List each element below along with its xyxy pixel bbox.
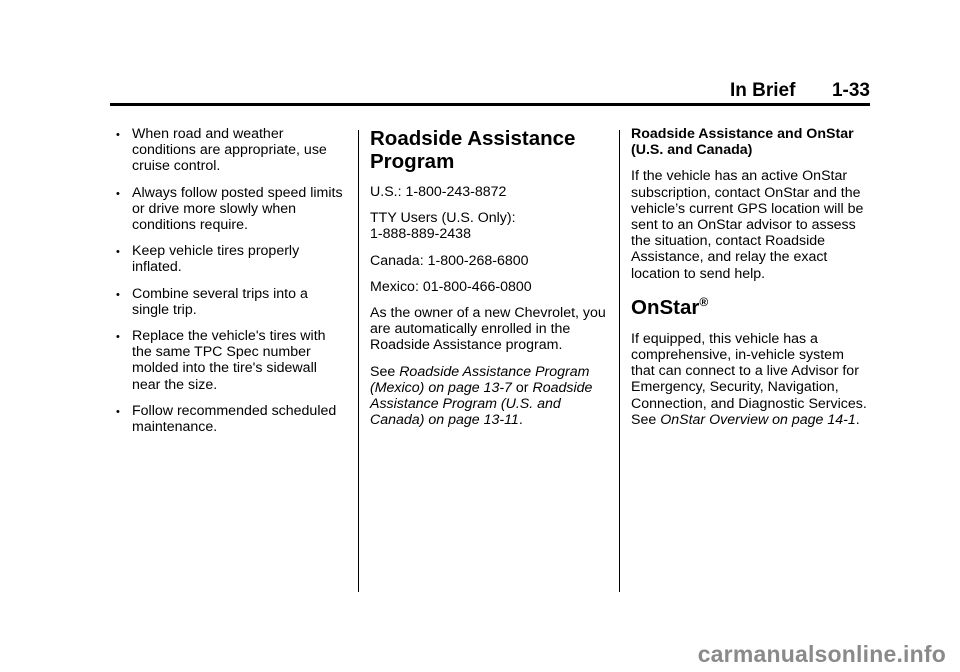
column-middle — [370, 126, 608, 438]
column-right — [631, 126, 871, 438]
ref-onstar-link[interactable]: OnStar Overview on page 14-1 — [660, 411, 856, 428]
owner-text: As the owner of a new Chevrolet, you are automatically enrolled in the Roadside Assistance program. — [370, 305, 606, 354]
watermark: carmanualsonline.info — [697, 641, 946, 667]
bullet-icon: • — [116, 129, 120, 141]
ref-us-canada-link[interactable]: Roadside Assistance Program (U.S. and Canada) on page 13-11 — [370, 379, 593, 429]
bullet-icon: • — [116, 405, 120, 418]
column-divider-2 — [619, 130, 620, 592]
list-item: • Always follow posted speed limits or drive more slowly when conditions require. — [116, 184, 343, 234]
onstar-heading: OnStar® — [631, 294, 709, 319]
list-item: • Keep vehicle tires properly inflated. — [116, 243, 300, 276]
bullet-icon: • — [116, 187, 120, 200]
page-number: 1-33 — [831, 80, 870, 101]
list-item: • Follow recommended scheduled maintenance. — [116, 402, 337, 436]
tips-list — [113, 126, 345, 435]
list-item: • When road and weather conditions are appropriate, use cruise control. — [116, 126, 327, 175]
header-rule — [110, 103, 870, 106]
column-divider-1 — [358, 130, 359, 592]
section-title: In Brief — [730, 80, 796, 101]
onstar-text: If equipped, this vehicle has a comprehensive, in-vehicle system that can connect to a live Advisor for Emergency, Security, Navigation, Connection, and Diagnostic Services. See OnStar Overview on page 14-1. — [631, 330, 867, 428]
ref-mexico-link[interactable]: Roadside Assistance Program (Mexico) on page 13-7 — [370, 363, 590, 396]
roadside-onstar-subheading: Roadside Assistance and OnStar (U.S. and Canada) — [631, 126, 854, 159]
tty-phone: TTY Users (U.S. Only): 1-888-889-2438 — [370, 210, 516, 243]
see-references: See Roadside Assistance Program (Mexico) on page 13-7 or Roadside Assistance Program (U.S. and Canada) on page 13-11. — [370, 363, 593, 429]
bullet-icon: • — [116, 288, 120, 301]
registered-mark: ® — [699, 294, 709, 309]
us-phone: U.S.: 1-800-243-8872 — [370, 184, 507, 200]
mexico-phone: Mexico: 01-800-466-0800 — [370, 278, 532, 295]
roadside-onstar-text: If the vehicle has an active OnStar subscription, contact OnStar and the vehicle’s current GPS location will be sent to an OnStar advisor to assess the situation, contact Roadside Assistance, and relay the exact location to send help. — [631, 168, 864, 282]
bullet-icon: • — [116, 331, 120, 344]
canada-phone: Canada: 1-800-268-6800 — [370, 252, 529, 269]
list-item: • Replace the vehicle's tires with the same TPC Spec number molded into the tire's sidewall near the size. — [116, 328, 326, 393]
list-item: • Combine several trips into a single trip. — [116, 285, 308, 318]
bullet-icon: • — [116, 246, 120, 259]
roadside-heading: Roadside Assistance Program — [370, 127, 576, 173]
column-left — [113, 126, 345, 445]
